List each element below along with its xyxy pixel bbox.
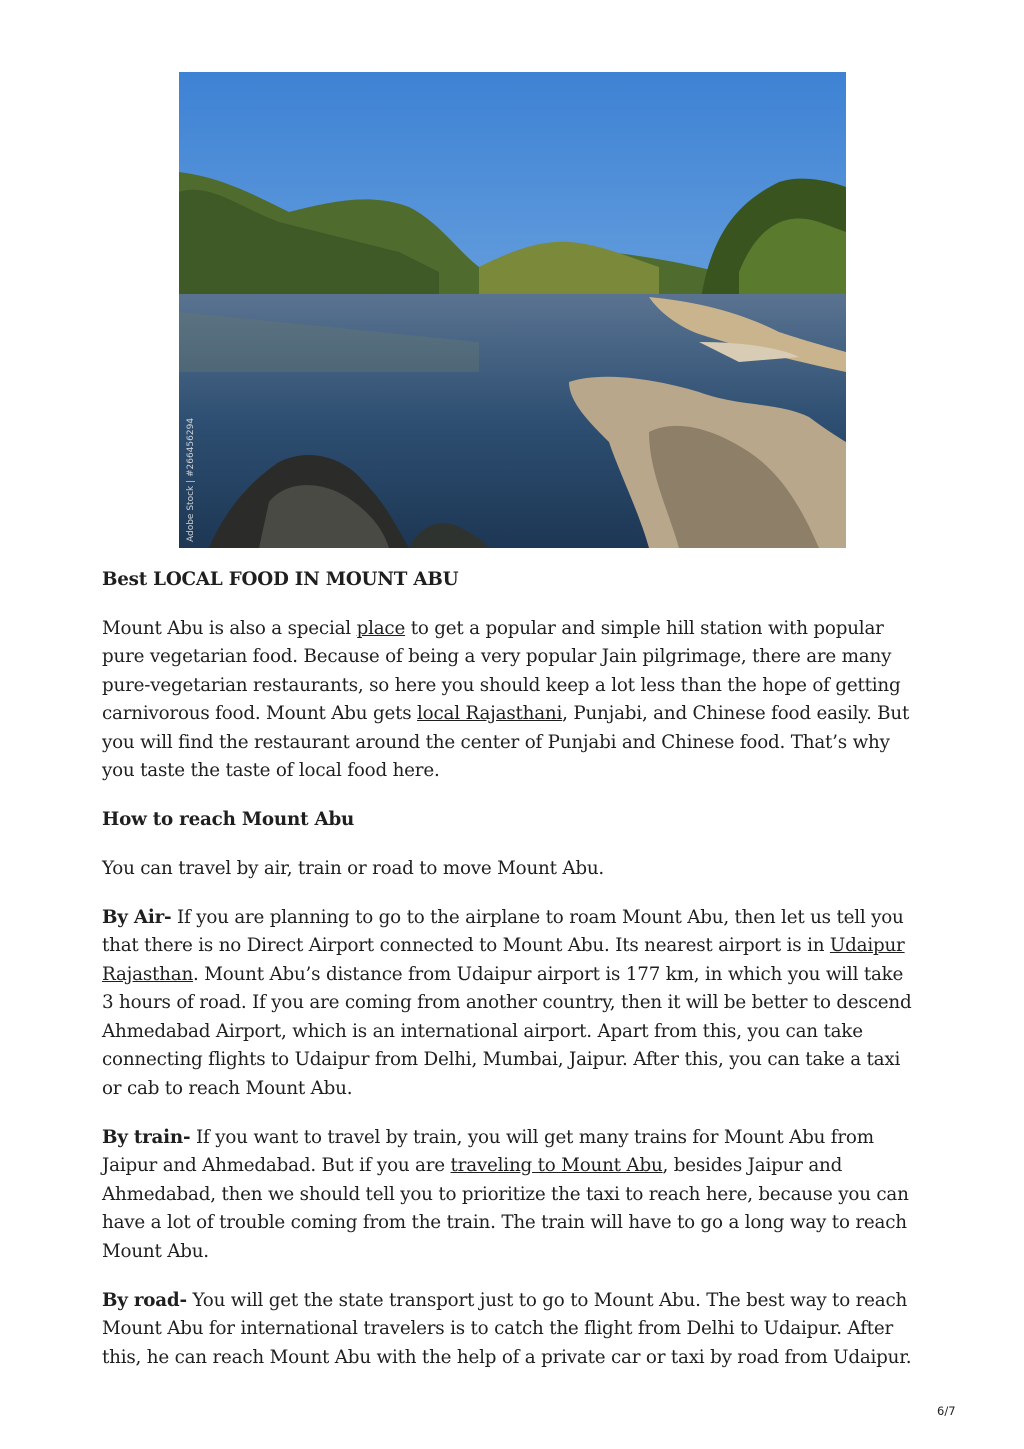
traveling-to-mount-abu-link[interactable]: traveling to Mount Abu [450,1155,663,1176]
by-air-text-1: If you are planning to go to the airplane to roam Mount Abu, then let us tell you that there is no Direct Airport connected to Mount Abu. Its nearest airport is in [102,906,904,956]
food-paragraph [102,615,917,786]
udaipur-rajasthan-link[interactable]: Udaipur Rajasthan [102,935,905,985]
by-road-text: You will get the state transport just to go to Mount Abu. The best way to reach Mount Abu for international travelers is to catch the flight from Delhi to Udaipur. After this, he can reach Mount Abu with the help of a private car or taxi by road from Udaipur. [102,1289,912,1368]
reach-intro: You can travel by air, train or road to move Mount Abu. [102,857,605,879]
by-air-text-2: . Mount Abu’s distance from Udaipur airport is 177 km, in which you will take 3 hours of road. If you are coming from another country, then it will be better to descend Ahmedabad Airport, which is an international airport. Apart from this, you can take connecting flights to Udaipur from Delhi, Mumbai, Jaipur. After this, you can take a taxi or cab to reach Mount Abu. [102,963,912,1099]
food-text-2: to get a popular and simple hill station with popular pure vegetarian food. Because of being a very popular Jain pilgrimage, there are many pure-vegetarian restaurants, so here you should keep a lot less than the hope of getting carnivorous food. Mount Abu gets [102,617,901,724]
by-train-text-2: , besides Jaipur and Ahmedabad, then we should tell you to prioritize the taxi to reach here, because you can have a lot of trouble coming from the train. The train will have to go a long way to reach Mount Abu. [102,1155,909,1262]
food-heading: Best LOCAL FOOD IN MOUNT ABU [102,569,459,590]
by-train-paragraph [102,1124,917,1267]
local-rajasthani-link[interactable]: local Rajasthani [417,703,563,724]
by-road-paragraph [102,1287,917,1373]
lake-landscape-image [179,72,846,548]
lake-photo [179,72,846,548]
watermark-text: Adobe Stock | #266456294 [186,417,196,542]
page-number: 6/7 [937,1404,956,1418]
by-road-label: By road- [102,1289,187,1311]
food-text-1: Mount Abu is also a special [102,617,357,639]
article-body [102,566,917,1393]
food-text-3: , Punjabi, and Chinese food easily. But you will find the restaurant around the center of Punjabi and Chinese food. That’s why you taste the taste of local food here. [102,703,910,781]
reach-heading: How to reach Mount Abu [102,809,355,830]
by-train-text-1: If you want to travel by train, you will get many trains for Mount Abu from Jaipur and Ahmedabad. But if you are [102,1126,874,1176]
by-train-label: By train- [102,1126,191,1148]
place-link[interactable]: place [356,617,406,639]
by-air-label: By Air- [102,906,172,928]
by-air-paragraph [102,904,917,1104]
